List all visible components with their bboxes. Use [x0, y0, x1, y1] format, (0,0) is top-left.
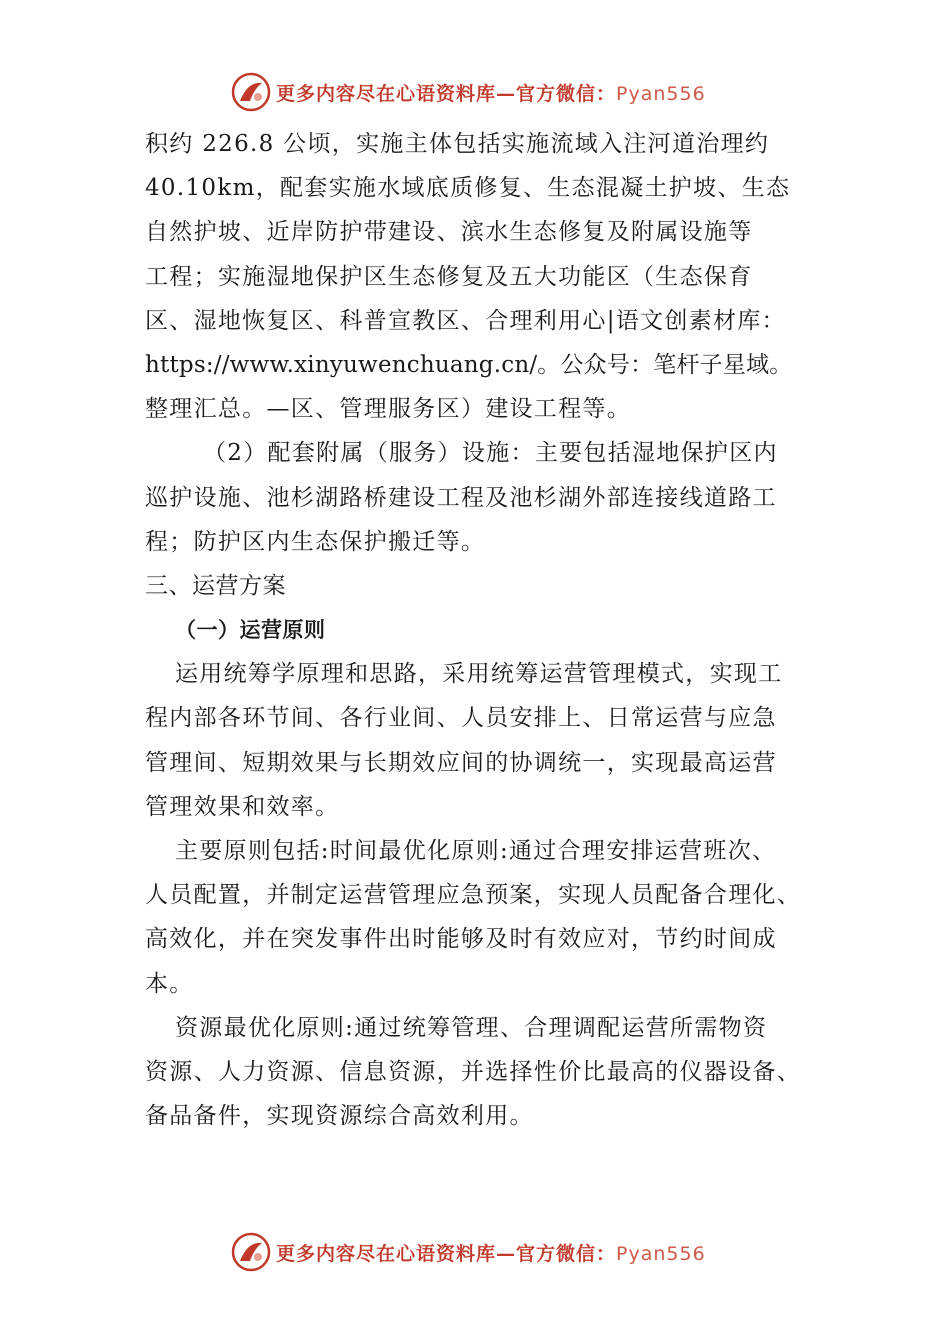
header-banner	[230, 70, 750, 114]
footer-wechat-id: Pyan556	[616, 1242, 706, 1265]
text-line: 资源、人力资源、信息资源，并选择性价比最高的仪器设备、	[145, 1058, 802, 1085]
text-line: 巡护设施、池杉湖路桥建设工程及池杉湖外部连接线道路工	[145, 484, 777, 511]
text-line: 资源最优化原则:通过统筹管理、合理调配运营所需物资	[175, 1014, 768, 1041]
text-line: 管理间、短期效果与长期效应间的协调统一，实现最高运营	[145, 749, 777, 776]
text-line: 管理效果和效率。	[145, 793, 340, 820]
text-line: （2）配套附属（服务）设施：主要包括湿地保护区内	[203, 440, 778, 467]
section-heading: 三、运营方案	[145, 572, 286, 599]
text-line-url: https://www.xinyuwenchuang.cn/。公众号：笔杆子星域。	[145, 351, 793, 378]
header-banner-text: 更多内容尽在心语资料库—官方微信：Pyan556	[276, 82, 706, 105]
text-line: 工程；实施湿地保护区生态修复及五大功能区（生态保育	[145, 263, 753, 290]
text-line: 本。	[145, 970, 194, 997]
text-line: 运用统筹学原理和思路，采用统筹运营管理模式，实现工	[175, 661, 783, 688]
subsection-heading: （一）运营原则	[175, 618, 326, 643]
footer-banner-text: 更多内容尽在心语资料库—官方微信：Pyan556	[276, 1242, 706, 1265]
text-line: 程；防护区内生态保护搬迁等。	[145, 528, 486, 555]
text-line: 程内部各环节间、各行业间、人员安排上、日常运营与应急	[145, 705, 777, 732]
text-line: 主要原则包括:时间最优化原则:通过合理安排运营班次、	[175, 838, 777, 864]
text-line: 区、湿地恢复区、科普宣教区、合理利用心|语文创素材库：	[145, 307, 786, 334]
text-line: 人员配置，并制定运营管理应急预案，实现人员配备合理化、	[145, 882, 802, 909]
document-body	[145, 122, 835, 1138]
logo-icon	[230, 71, 272, 113]
text-line: 整理汇总。—区、管理服务区）建设工程等。	[145, 396, 631, 423]
text-line: 40.10km，配套实施水域底质修复、生态混凝土护坡、生态	[145, 175, 791, 202]
text-line: 积约 226.8 公顷，实施主体包括实施流域入注河道治理约	[145, 131, 770, 157]
footer-banner	[230, 1230, 750, 1274]
text-line: 高效化，并在突发事件出时能够及时有效应对，节约时间成	[145, 926, 777, 953]
logo-icon	[230, 1231, 272, 1273]
text-line: 自然护坡、近岸防护带建设、滨水生态修复及附属设施等	[145, 219, 753, 246]
text-line: 备品备件，实现资源综合高效利用。	[145, 1103, 534, 1130]
header-wechat-id: Pyan556	[616, 82, 706, 105]
